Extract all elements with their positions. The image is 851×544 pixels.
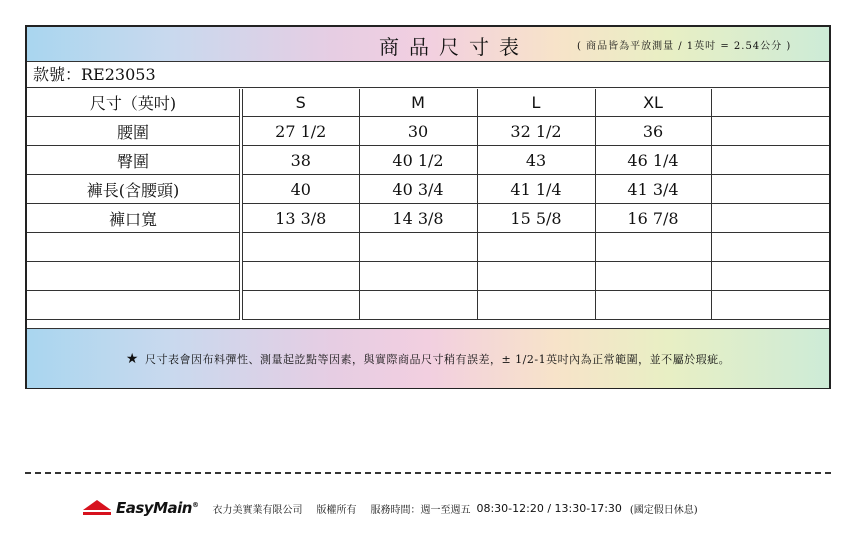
table-cell [241, 262, 359, 291]
company-footer [82, 497, 698, 519]
table-cell: 40 3/4 [359, 175, 477, 204]
row-label: 腰圍 [27, 117, 241, 146]
chart-title: 商品尺寸表 [379, 35, 529, 59]
table-row [27, 117, 829, 146]
table-cell: 15 5/8 [477, 204, 595, 233]
mountain-logo-icon [82, 499, 112, 517]
table-cell [711, 291, 829, 320]
size-table [27, 89, 829, 320]
header-cell-xl: XL [595, 89, 711, 117]
table-header-row [27, 89, 829, 117]
table-cell [595, 291, 711, 320]
copyright-text: 版權所有 [316, 504, 357, 516]
divider [25, 472, 831, 474]
table-cell [711, 233, 829, 262]
header-cell-m: M [359, 89, 477, 117]
measurement-note: ( 商品皆為平放測量 / 1英吋 = 2.54公分 ) [577, 41, 792, 52]
brand-logo: EasyMain® [116, 499, 199, 517]
table-cell: 46 1/4 [595, 146, 711, 175]
table-row [27, 291, 829, 320]
table-cell [241, 291, 359, 320]
service-hours-label: 服務時間：週一至週五 [370, 504, 471, 516]
service-hours-time: 08:30-12:20 / 13:30-17:30 [476, 501, 622, 515]
row-label [27, 262, 241, 291]
table-cell [359, 262, 477, 291]
table-row [27, 204, 829, 233]
table-cell [711, 175, 829, 204]
table-cell [359, 233, 477, 262]
table-row [27, 146, 829, 175]
disclaimer-text: 尺寸表會因布料彈性、測量起訖點等因素，與實際商品尺寸稍有誤差，± 1/2-1英吋內為正常範圍，並不屬於瑕疵。 [144, 352, 731, 366]
table-cell [477, 262, 595, 291]
table-cell: 36 [595, 117, 711, 146]
header-cell-empty [711, 89, 829, 117]
size-chart [25, 25, 831, 389]
table-cell [711, 204, 829, 233]
table-cell: 40 [241, 175, 359, 204]
header-cell-s: S [241, 89, 359, 117]
table-cell: 43 [477, 146, 595, 175]
table-row [27, 175, 829, 204]
size-disclaimer [27, 328, 829, 388]
row-label [27, 233, 241, 262]
table-row [27, 233, 829, 262]
table-cell: 40 1/2 [359, 146, 477, 175]
table-cell: 32 1/2 [477, 117, 595, 146]
row-label: 褲長(含腰頭) [27, 175, 241, 204]
company-name: 衣力美實業有限公司 [212, 504, 303, 516]
table-row [27, 262, 829, 291]
row-label [27, 291, 241, 320]
star-icon: ★ [125, 350, 139, 367]
table-cell: 38 [241, 146, 359, 175]
table-cell [359, 291, 477, 320]
row-label: 臀圍 [27, 146, 241, 175]
table-cell [595, 262, 711, 291]
table-cell: 27 1/2 [241, 117, 359, 146]
model-number: 款號：RE23053 [27, 62, 829, 88]
holiday-note: (國定假日休息) [629, 504, 698, 516]
table-cell [241, 233, 359, 262]
table-cell: 41 1/4 [477, 175, 595, 204]
table-cell [477, 291, 595, 320]
table-cell: 14 3/8 [359, 204, 477, 233]
row-label: 褲口寬 [27, 204, 241, 233]
table-cell [595, 233, 711, 262]
size-chart-header [27, 27, 829, 62]
table-cell: 16 7/8 [595, 204, 711, 233]
header-cell-l: L [477, 89, 595, 117]
table-cell [477, 233, 595, 262]
table-cell: 13 3/8 [241, 204, 359, 233]
table-cell [711, 146, 829, 175]
table-cell [711, 117, 829, 146]
header-cell-size-unit: 尺寸（英吋) [27, 89, 241, 117]
table-cell [711, 262, 829, 291]
table-cell: 41 3/4 [595, 175, 711, 204]
table-cell: 30 [359, 117, 477, 146]
